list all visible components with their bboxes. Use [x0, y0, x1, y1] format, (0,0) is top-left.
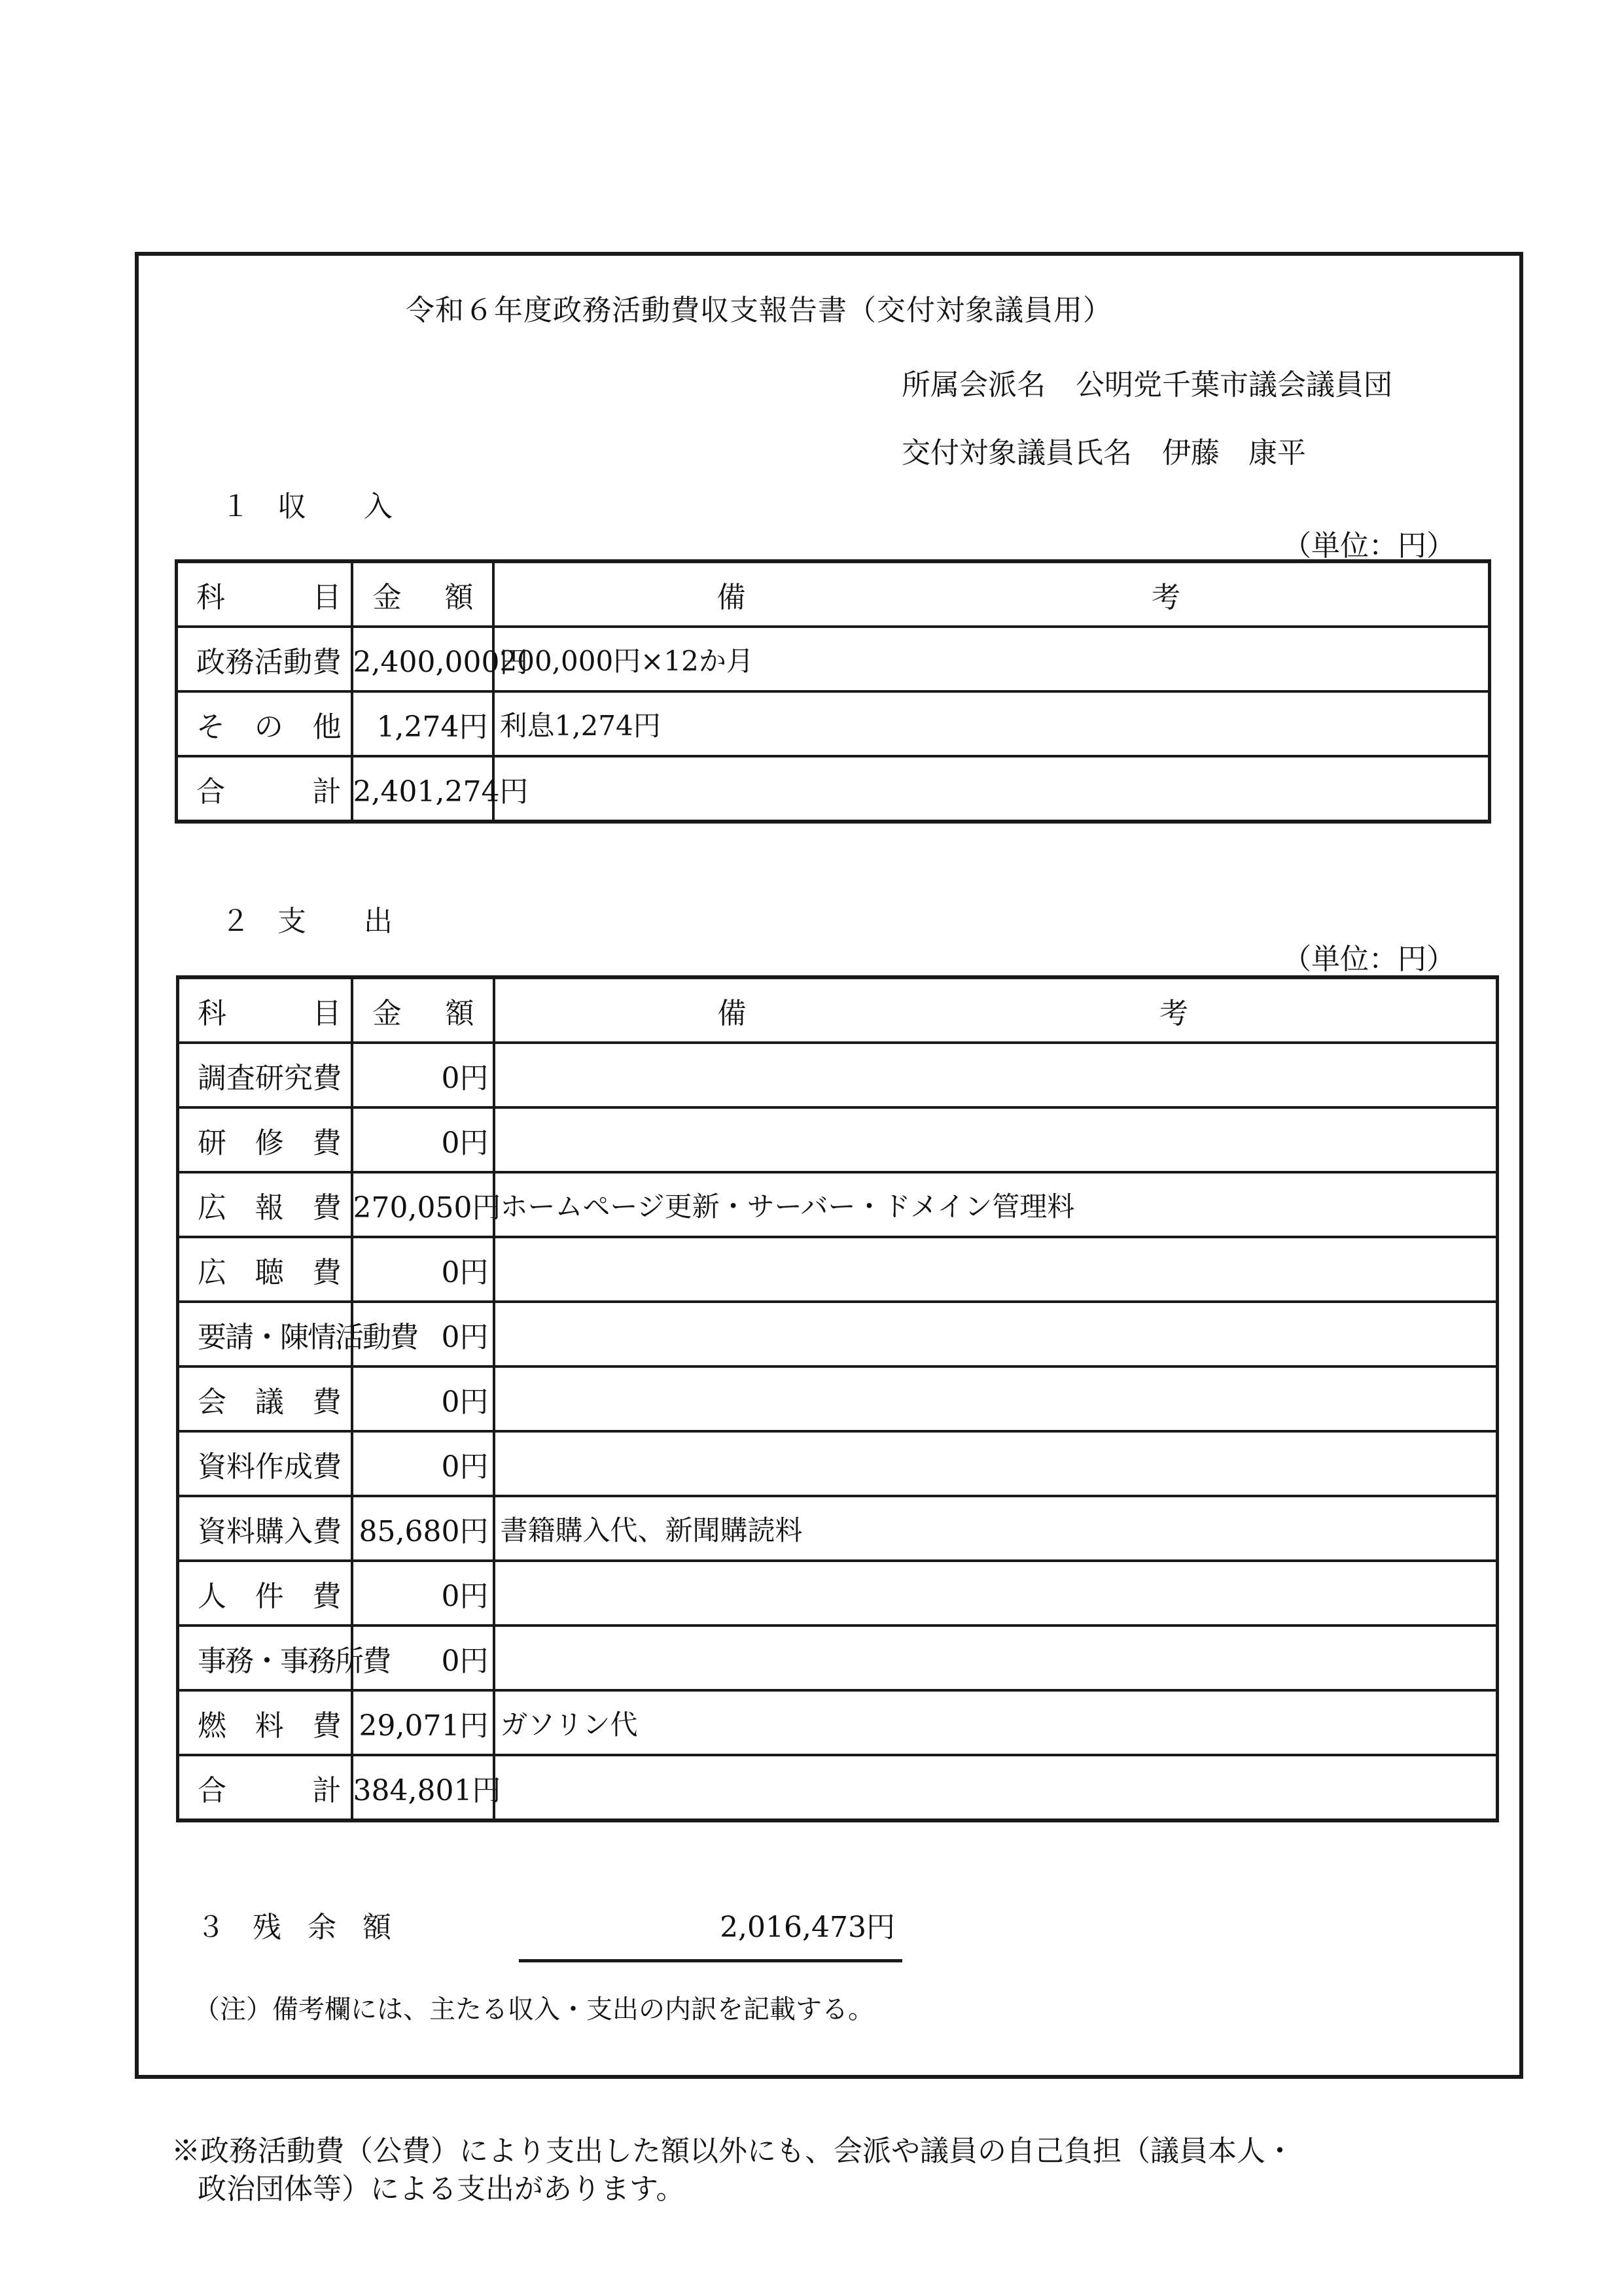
member-value: 伊藤 康平 [1162, 436, 1306, 470]
expenditure-section-title: 支 出 [277, 905, 393, 938]
income-section-title: 収 入 [277, 490, 393, 523]
expenditure-category: 研修費 [178, 1107, 352, 1172]
report-title: 令和６年度政務活動費収支報告書（交付対象議員用） [406, 294, 1112, 327]
expenditure-amount: 0円 [352, 1043, 494, 1107]
expenditure-row [178, 1302, 1498, 1366]
outer-note [171, 2132, 1545, 2208]
income-total-row [177, 756, 1490, 822]
income-note [493, 756, 1490, 822]
outer-note-line-2: 政治団体等）による支出があります。 [198, 2172, 685, 2206]
expenditure-table [176, 975, 1499, 1822]
expenditure-amount: 0円 [352, 1366, 494, 1431]
expenditure-section-number: ２ [221, 905, 250, 938]
expenditure-row [178, 1626, 1498, 1690]
income-header-row [177, 561, 1490, 627]
expenditure-total-row [178, 1755, 1498, 1820]
balance-label: 残余額 [253, 1911, 417, 1944]
expenditure-row [178, 1496, 1498, 1561]
expenditure-header-row [178, 977, 1498, 1043]
expenditure-note [494, 1626, 1498, 1690]
expenditure-note [494, 1755, 1498, 1820]
income-header-amount: 金 額 [352, 561, 493, 627]
expenditure-note: 書籍購入代、新聞購読料 [494, 1496, 1498, 1561]
expenditure-category: 広報費 [178, 1172, 352, 1237]
expenditure-row [178, 1237, 1498, 1302]
inner-note: （注）備考欄には、主たる収入・支出の内訳を記載する。 [194, 1994, 874, 2025]
expenditure-row [178, 1690, 1498, 1755]
income-note: 200,000円×12か月 [493, 627, 1490, 691]
expenditure-note [494, 1302, 1498, 1366]
expenditure-category: 合計 [178, 1755, 352, 1820]
member-line [902, 429, 1306, 471]
expenditure-category: 燃料費 [178, 1690, 352, 1755]
expenditure-note: ガソリン代 [494, 1690, 1498, 1755]
expenditure-note [494, 1561, 1498, 1626]
income-category: 政務活動費 [177, 627, 352, 691]
income-note: 利息1,274円 [493, 691, 1490, 756]
expenditure-amount: 0円 [352, 1626, 494, 1690]
faction-value: 公明党千葉市議会議員団 [1076, 368, 1392, 402]
outer-note-line-1: ※政務活動費（公費）により支出した額以外にも、会派や議員の自己負担（議員本人・ [171, 2134, 1294, 2168]
expenditure-amount: 0円 [352, 1431, 494, 1496]
expenditure-row [178, 1107, 1498, 1172]
expenditure-row [178, 1043, 1498, 1107]
expenditure-unit-label: （単位：円） [1282, 943, 1455, 976]
expenditure-category: 広聴費 [178, 1237, 352, 1302]
income-row [177, 627, 1490, 691]
income-row [177, 691, 1490, 756]
expenditure-total-amount: 384,801円 [352, 1755, 494, 1820]
income-category: 合計 [177, 756, 352, 822]
expenditure-row [178, 1561, 1498, 1626]
expenditure-row [178, 1366, 1498, 1431]
expenditure-category: 要請・陳情活動費 [178, 1302, 352, 1366]
expenditure-amount: 0円 [352, 1561, 494, 1626]
income-heading [221, 483, 393, 525]
expenditure-category: 資料購入費 [178, 1496, 352, 1561]
expenditure-note [494, 1107, 1498, 1172]
expenditure-category: 事務・事務所費 [178, 1626, 352, 1690]
expenditure-category: 調査研究費 [178, 1043, 352, 1107]
income-unit-label: （単位：円） [1282, 529, 1455, 563]
balance-amount: 2,016,473円 [720, 1911, 895, 1944]
expenditure-note [494, 1366, 1498, 1431]
expenditure-header-note: 備 考 [494, 977, 1498, 1043]
expenditure-note [494, 1237, 1498, 1302]
expenditure-amount: 29,071円 [352, 1690, 494, 1755]
income-header-note: 備 考 [493, 561, 1490, 627]
expenditure-row [178, 1172, 1498, 1237]
expenditure-header-amount: 金 額 [352, 977, 494, 1043]
expenditure-amount: 0円 [352, 1237, 494, 1302]
income-header-category: 科目 [177, 561, 352, 627]
income-total-amount: 2,401,274円 [352, 756, 493, 822]
expenditure-heading [221, 897, 393, 939]
expenditure-amount: 85,680円 [352, 1496, 494, 1561]
balance-underline [519, 1959, 902, 1962]
expenditure-note [494, 1043, 1498, 1107]
faction-line [902, 361, 1392, 403]
expenditure-amount: 270,050円 [352, 1172, 494, 1237]
balance-section-number: ３ [196, 1911, 225, 1944]
faction-label: 所属会派名 [902, 368, 1046, 402]
income-amount: 2,400,000円 [352, 627, 493, 691]
expenditure-header-category: 科目 [178, 977, 352, 1043]
expenditure-note: ホームページ更新・サーバー・ドメイン管理料 [494, 1172, 1498, 1237]
income-amount: 1,274円 [352, 691, 493, 756]
expenditure-amount: 0円 [352, 1107, 494, 1172]
expenditure-category: 人件費 [178, 1561, 352, 1626]
income-category: その他 [177, 691, 352, 756]
income-table [175, 559, 1491, 824]
expenditure-row [178, 1431, 1498, 1496]
expenditure-amount: 0円 [352, 1302, 494, 1366]
expenditure-note [494, 1431, 1498, 1496]
expenditure-category: 会議費 [178, 1366, 352, 1431]
expenditure-category: 資料作成費 [178, 1431, 352, 1496]
income-section-number: １ [221, 490, 250, 523]
member-label: 交付対象議員氏名 [902, 436, 1132, 470]
